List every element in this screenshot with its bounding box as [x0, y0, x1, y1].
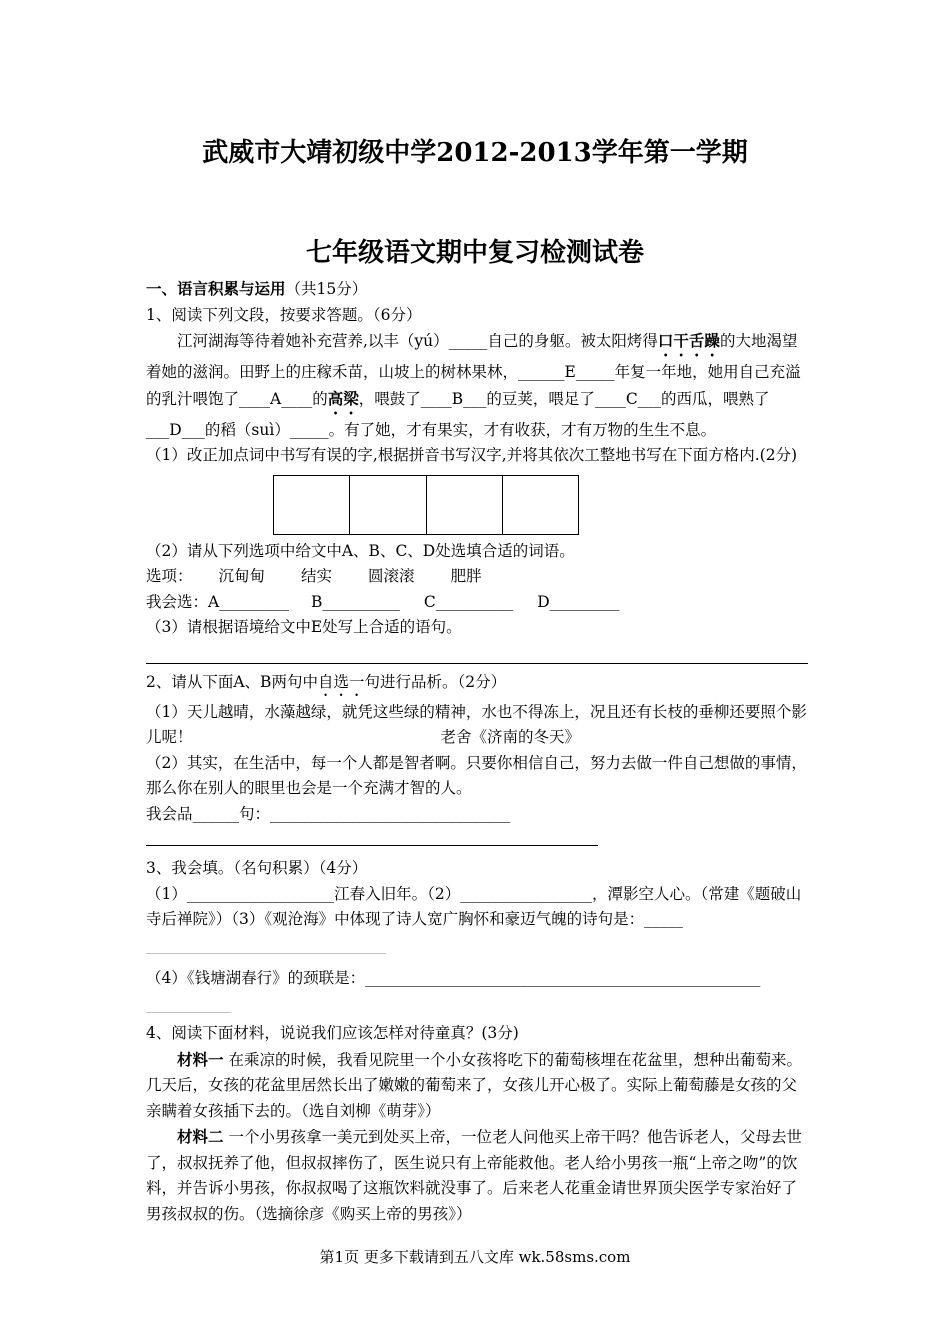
- q4-stem: 4、阅读下面材料，说说我们应该怎样对待童真？(3分): [146, 1024, 519, 1042]
- choose-slot-a[interactable]: A_________: [208, 592, 289, 611]
- material1-text: 在乘凉的时候，我看见院里一个小女孩将吃下的葡萄核埋在花盆里，想种出葡萄来。几天后，女孩的花盆里居然长出了嫩嫩的葡萄来了，女孩儿开心极了。实际上葡萄藤是女孩的父亲瞒着女孩插下去的。（选自刘柳《萌芽》）: [146, 1050, 802, 1120]
- answer-box-1[interactable]: [274, 476, 350, 534]
- q2-answer[interactable]: 我会品______句：_______________________________: [146, 804, 511, 823]
- q2-sentence1-text: （1）天儿越晴，水藻越绿，就凭这些绿的精神，水也不得冻上，况且还有长枝的垂柳还要照个影儿呢！: [146, 702, 807, 746]
- q1-passage-part2: 的大地渴望着她的滋润。田野上的庄稼禾苗，山坡上的树林果林，______E_____年复一年地，她用自己充溢的乳汁喂饱了____A____的: [146, 332, 801, 408]
- options-label: 选项：: [146, 567, 193, 585]
- q3-line1[interactable]: （1）___________________江春入旧年。（2）_________________，潭影空人心。（常建《题破山寺后禅院》）（3）《观沧海》中体现了诗人宽广胸怀和豪迈气魄的诗句是：_____: [146, 884, 802, 928]
- section1-points: （共15分）: [285, 280, 368, 298]
- q3-line2[interactable]: （4）《钱塘湖春行》的颈联是：___________________________________________________: [146, 969, 761, 987]
- material2-text: 一个小男孩拿一美元到处买上帝，一位老人问他买上帝干吗？他告诉老人，父母去世了，叔叔抚养了他，但叔叔摔伤了，医生说只有上帝能救他。老人给小男孩一瓶“上帝之吻”的饮料，并告诉小男孩，你叔叔喝了这瓶饮料就没事了。后来老人花重金请世界顶尖医学专家治好了男孩叔叔的伤。（选摘徐彦《购买上帝的男孩》）: [146, 1128, 802, 1223]
- section1-title: 一、语言积累与运用: [146, 279, 286, 298]
- option-item: 圆滚滚: [368, 567, 415, 585]
- exam-title-line2: 七年级语文期中复习检测试卷: [305, 238, 644, 268]
- option-item: 结实: [301, 567, 333, 585]
- q1-passage-part1: 江河湖海等待着她补充营养,以丰（yú）_____自己的身躯。被太阳烤得: [177, 332, 658, 350]
- q1-options: [146, 564, 808, 590]
- q1-sub1: （1）改正加点词中书写有误的字,根据拼音书写汉字,并将其依次工整地书写在下面方格内.(2分): [146, 446, 798, 464]
- exam-title-line1: 武威市大靖初级中学2012-2013学年第一学期: [202, 138, 748, 168]
- q4-material2: [146, 1124, 808, 1227]
- q1-answer-line[interactable]: [146, 641, 808, 664]
- q2-stem-part1: 2、请从下面A、B两句中: [146, 672, 318, 691]
- choose-label: 我会选：: [146, 592, 209, 611]
- q2-dotted-word: 自选一: [317, 672, 365, 691]
- choose-slot-c[interactable]: C__________: [423, 592, 514, 611]
- q1-passage: [146, 328, 808, 443]
- option-item: 肥胖: [450, 567, 482, 585]
- q1-choose: [146, 590, 808, 616]
- answer-box-3[interactable]: [427, 476, 503, 534]
- section1-heading: [146, 276, 808, 303]
- choose-slot-b[interactable]: B__________: [310, 592, 400, 611]
- page-footer: 第1页 更多下载请到五八文库 wk.58sms.com: [319, 1248, 631, 1266]
- q2-stem-part2: 句进行品析。（2分）: [364, 672, 507, 691]
- q2-sentence2: （2）其实，在生活中，每一个人都是智者啊。只要你相信自己，努力去做一件自己想做的事情，那么你在别人的眼里也会是一个充满才智的人。: [146, 753, 807, 797]
- q2-answer-line[interactable]: [146, 827, 598, 846]
- q1-dotted-word1: 口干舌躁: [657, 331, 720, 350]
- choose-slot-d[interactable]: D_________: [537, 592, 620, 611]
- option-item: 沉甸甸: [218, 567, 266, 585]
- material2-label: 材料二: [177, 1127, 224, 1146]
- q1-passage-part3: ，喂鼓了____B___的豆荚，喂足了____C___的西瓜，喂熟了___D___的稻（suì）_____。有了她，才有果实，才有收获，才有万物的生生不息。: [146, 389, 770, 439]
- q3-line2-tail[interactable]: ___________: [146, 994, 232, 1013]
- q2-sentence1-credit: 老舍《济南的冬天》: [440, 728, 581, 746]
- q1-sub2: （2）请从下列选项中给文中A、B、C、D处选填合适的词语。: [146, 541, 575, 560]
- q1-stem: 1、阅读下列文段，按要求答题。（6分）: [146, 305, 422, 324]
- q2-sentence1: [146, 700, 808, 751]
- exam-body: [146, 276, 808, 1227]
- q1-dotted-word2: 高梁: [327, 388, 359, 408]
- material1-label: 材料一: [177, 1049, 224, 1069]
- q1-sub3: （3）请根据语境给文中E处写上合适的语句。: [146, 618, 462, 636]
- answer-grid: [273, 475, 579, 535]
- q2-stem: [146, 670, 808, 700]
- q3-stem: 3、我会填。（名句积累）（4分）: [146, 859, 368, 877]
- answer-box-2[interactable]: [350, 476, 426, 534]
- q3-line1-tail[interactable]: _______________________________: [146, 935, 387, 954]
- q4-material1: [146, 1047, 808, 1125]
- answer-box-4[interactable]: [503, 476, 578, 534]
